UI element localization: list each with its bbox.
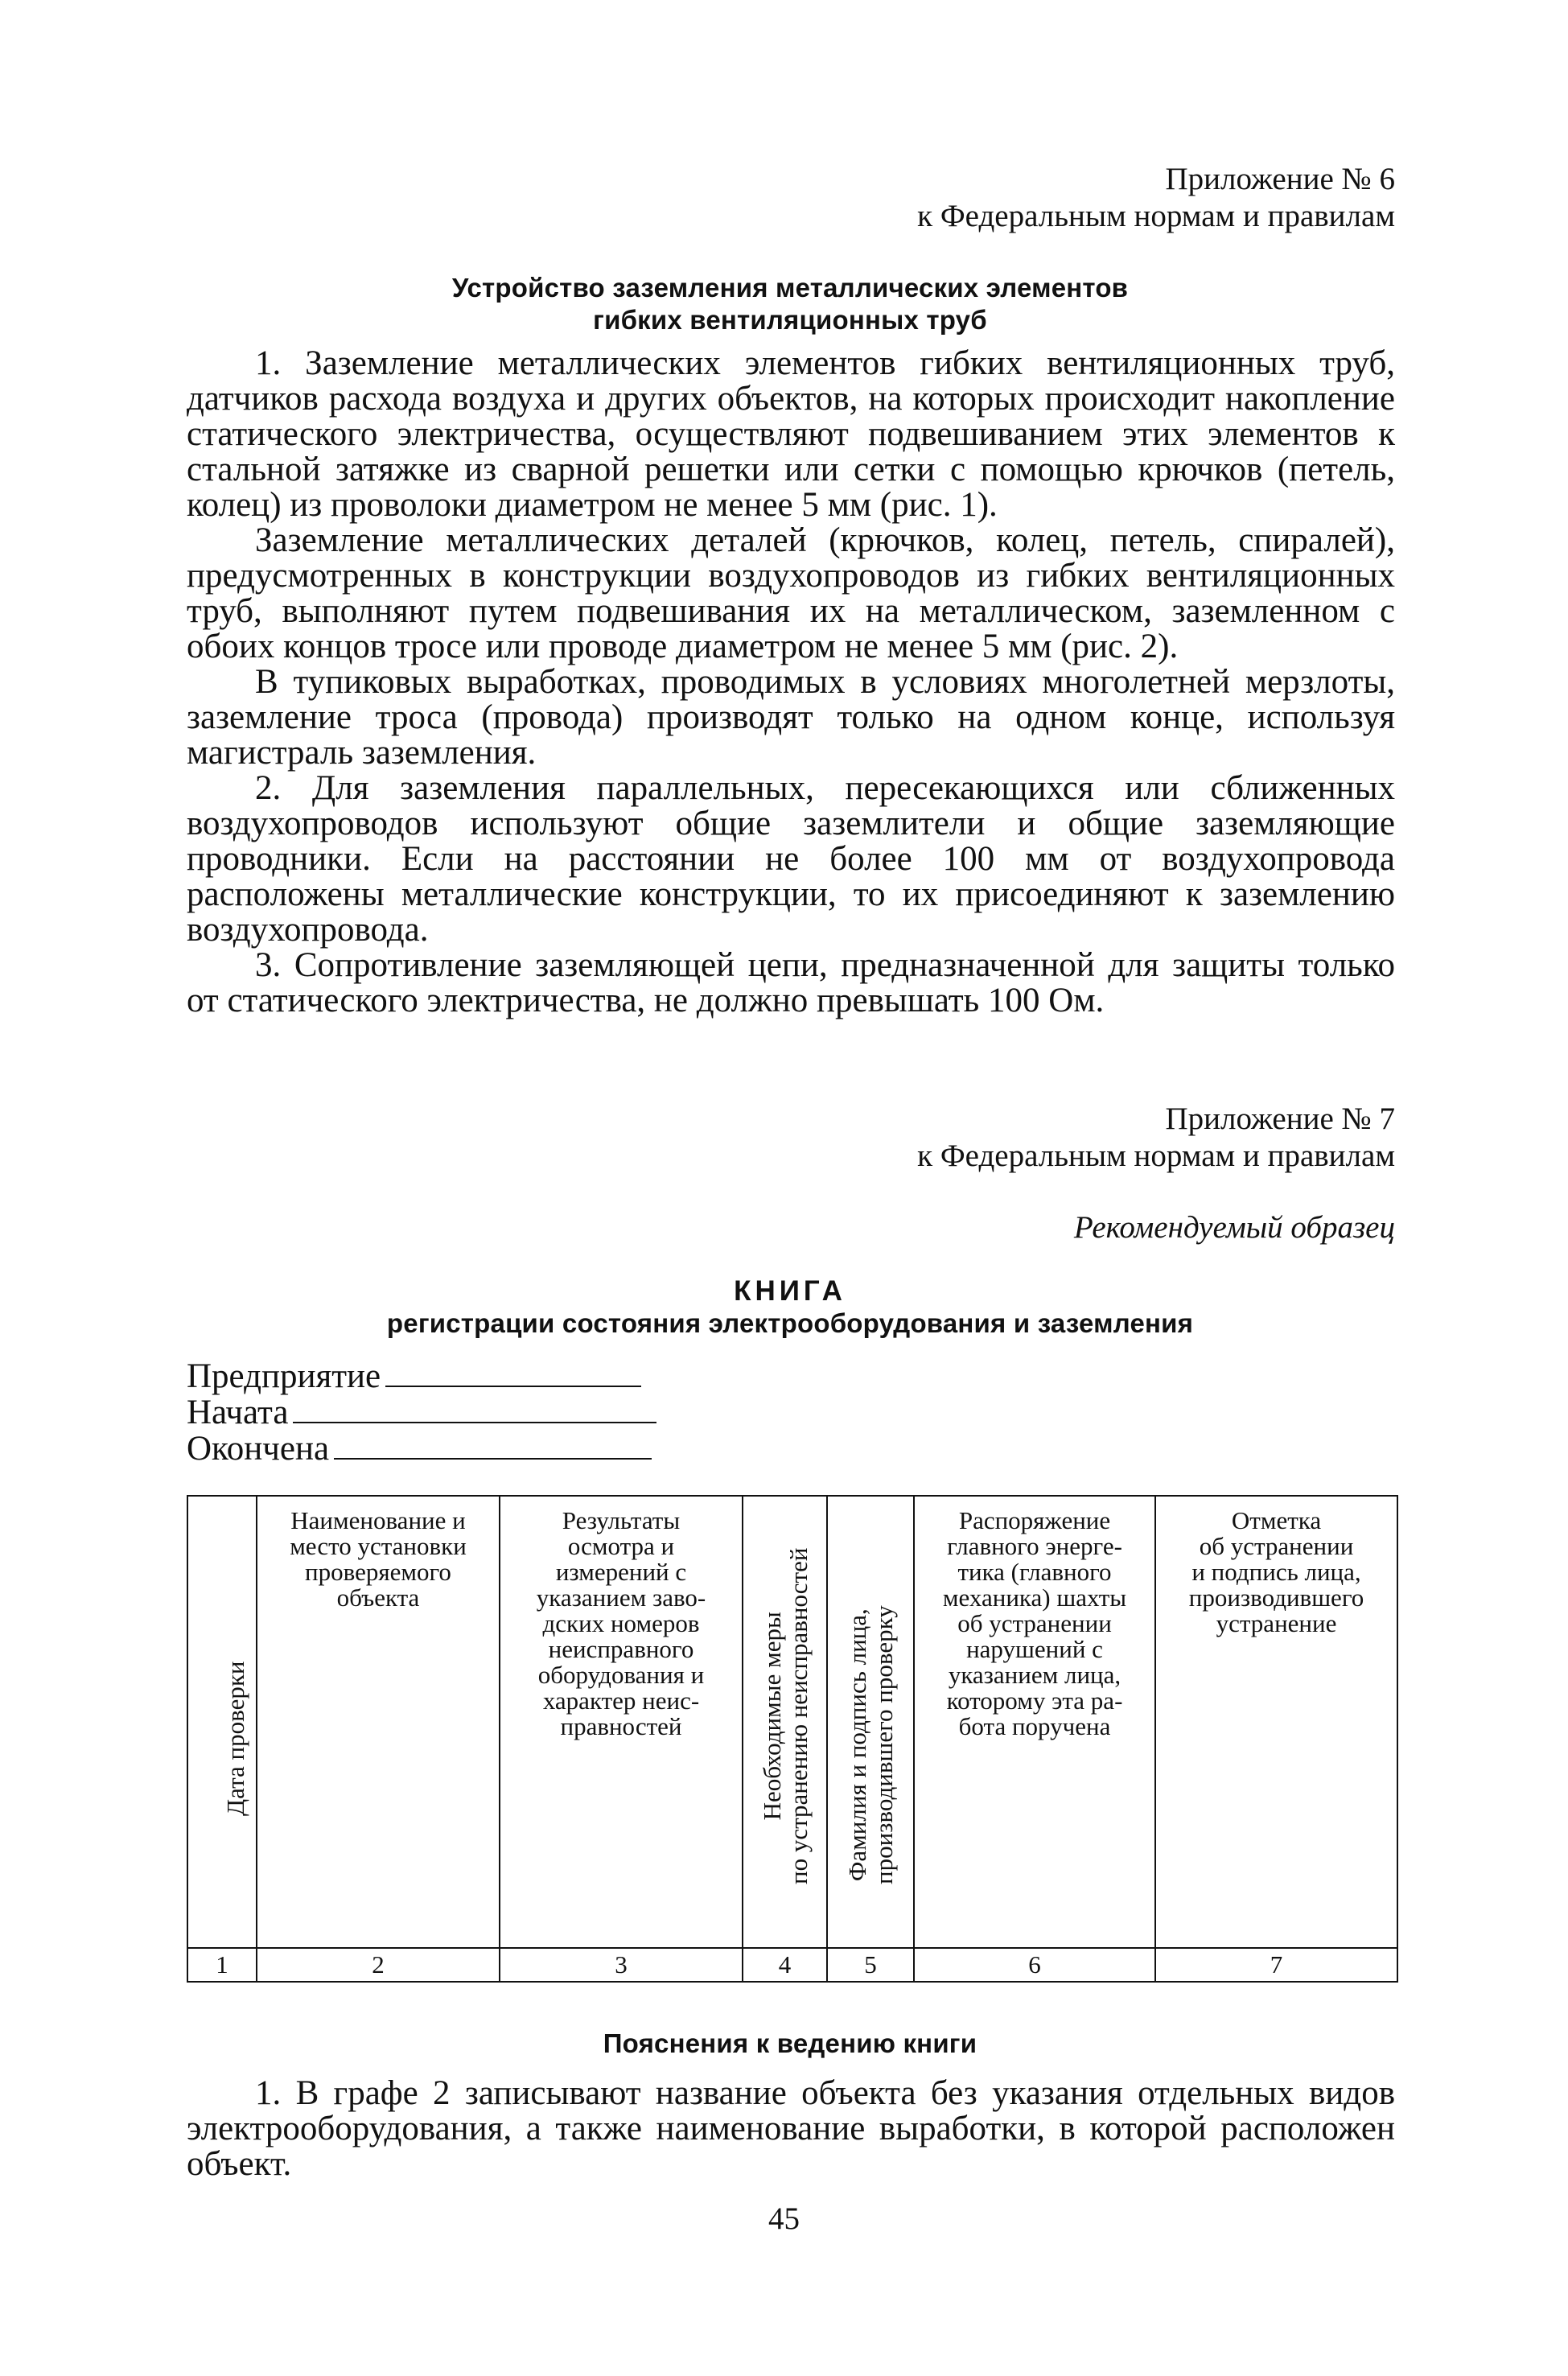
header-order-line: Распоряжение (958, 1506, 1111, 1534)
header-results-line: неисправного (548, 1635, 694, 1663)
header-results (500, 1496, 743, 1948)
annex6-paragraph-4: 2. Для заземления параллельных, пересекающихся или сближенных воздухопроводов используют общие заземлители и общие заземляющие проводники. Если на расстоянии не более 100 мм от воздухопровода расположены металлические конструкции, то их присоединяют к заземлению воздухопровода. (187, 769, 1395, 949)
annex7-number: Приложение № 7 (1165, 1102, 1395, 1136)
annex6-reference: к Федеральным нормам и правилам (917, 199, 1395, 233)
header-inspector-text (844, 1605, 897, 1884)
started-blank (293, 1394, 656, 1423)
header-measures-text (759, 1548, 812, 1884)
column-number: 1 (187, 1948, 257, 1982)
book-title: КНИГА (734, 1275, 846, 1307)
finished-field (187, 1431, 652, 1467)
explanation-paragraph-1: 1. В графе 2 записывают название объекта без указания отдельных видов электрооборудования, а также наименование выработки, в которой расположен объект. (187, 2074, 1395, 2183)
started-field (187, 1394, 656, 1431)
header-order-line: нарушений с (966, 1635, 1103, 1663)
column-number: 2 (257, 1948, 500, 1982)
header-fix-mark-line: устранение (1216, 1609, 1337, 1637)
header-object-line: место установки (290, 1532, 467, 1560)
annex6-title-line1: Устройство заземления металлических элементов (451, 273, 1129, 303)
registration-table (187, 1495, 1398, 1983)
header-results-line: измерений с (555, 1558, 687, 1586)
header-order-line: об устранении (957, 1609, 1112, 1637)
header-results-line: оборудования и (537, 1661, 705, 1689)
column-number: 4 (743, 1948, 827, 1982)
page-number: 45 (768, 2201, 800, 2236)
header-order-line: главного энерге- (947, 1532, 1122, 1560)
header-date-text: Дата проверки (221, 1661, 249, 1816)
annex7-heading (917, 1101, 1395, 1175)
header-object (257, 1496, 500, 1948)
header-date (187, 1496, 257, 1948)
header-fix-mark-line: Отметка (1231, 1506, 1322, 1534)
enterprise-field (187, 1358, 641, 1394)
annex6-number: Приложение № 6 (1165, 162, 1395, 196)
annex7-reference: к Федеральным нормам и правилам (917, 1139, 1395, 1173)
started-label: Начата (187, 1394, 289, 1431)
book-subtitle: регистрации состояния электрооборудования и заземления (386, 1308, 1194, 1338)
header-results-line: Результаты (562, 1506, 681, 1534)
table-header-row (187, 1496, 1397, 1948)
header-results-line: характер неис- (542, 1686, 700, 1715)
enterprise-blank (385, 1358, 641, 1387)
sample-label: Рекомендуемый образец (1073, 1210, 1395, 1245)
header-fix-mark-line: производившего (1188, 1583, 1364, 1612)
explanations-title: Пояснения к ведению книги (603, 2028, 977, 2058)
header-results-line: правностей (560, 1712, 682, 1740)
header-measures-line: по устранению неисправностей (784, 1547, 813, 1884)
header-object-line: Наименование и (290, 1506, 466, 1534)
header-order-line: которому эта ра- (946, 1686, 1123, 1715)
header-results-line: осмотра и (567, 1532, 675, 1560)
annex6-heading (917, 161, 1395, 235)
annex6-paragraph-5: 3. Сопротивление заземляющей цепи, предназначенной для защиты только от статического электричества, не должно превышать 100 Ом. (187, 946, 1395, 1019)
header-fix-mark-line: и подпись лица, (1191, 1558, 1361, 1586)
header-inspector-line: производившего проверку (870, 1605, 898, 1884)
enterprise-label: Предприятие (187, 1357, 381, 1395)
annex6-title (185, 272, 1395, 336)
header-fix-mark (1155, 1496, 1397, 1948)
annex6-paragraph-1: 1. Заземление металлических элементов гибких вентиляционных труб, датчиков расхода воздуха и других объектов, на которых происходит накопление статического электричества, осуществляют подвешиванием этих элементов к стальной затяжке из сварной решетки или сетки с помощью крючков (петель, колец) из проволоки диаметром не менее 5 мм (рис. 1). (187, 344, 1395, 524)
column-number: 7 (1155, 1948, 1397, 1982)
header-object-line: объекта (336, 1583, 420, 1612)
header-results-line: дских номеров (542, 1609, 700, 1637)
header-order-line: бота поручена (958, 1712, 1111, 1740)
header-order (914, 1496, 1155, 1948)
finished-label: Окончена (187, 1430, 330, 1468)
column-number: 5 (827, 1948, 914, 1982)
column-number: 3 (500, 1948, 743, 1982)
header-fix-mark-line: об устранении (1199, 1532, 1354, 1560)
annex6-paragraph-3: В тупиковых выработках, проводимых в условиях многолетней мерзлоты, заземление троса (провода) производят только на одном конце, используя магистраль заземления. (187, 663, 1395, 772)
finished-blank (334, 1431, 652, 1460)
header-order-line: указанием лица, (948, 1661, 1121, 1689)
header-results-line: указанием заво- (536, 1583, 706, 1612)
header-measures-line: Необходимые меры (757, 1612, 786, 1821)
header-object-line: проверяемого (305, 1558, 451, 1586)
header-inspector (827, 1496, 914, 1948)
header-inspector-line: Фамилия и подпись лица, (843, 1608, 871, 1882)
header-order-line: механика) шахты (942, 1583, 1127, 1612)
header-measures (743, 1496, 827, 1948)
column-number: 6 (914, 1948, 1155, 1982)
table-number-row (187, 1948, 1397, 1982)
header-order-line: тика (главного (957, 1558, 1112, 1586)
annex6-paragraph-2: Заземление металлических деталей (крючков, колец, петель, спиралей), предусмотренных в конструкции воздухопроводов из гибких вентиляционных труб, выполняют путем подвешивания их на металлическом, заземленном с обоих концов тросе или проводе диаметром не менее 5 мм (рис. 2). (187, 521, 1395, 665)
annex6-title-line2: гибких вентиляционных труб (593, 305, 987, 335)
